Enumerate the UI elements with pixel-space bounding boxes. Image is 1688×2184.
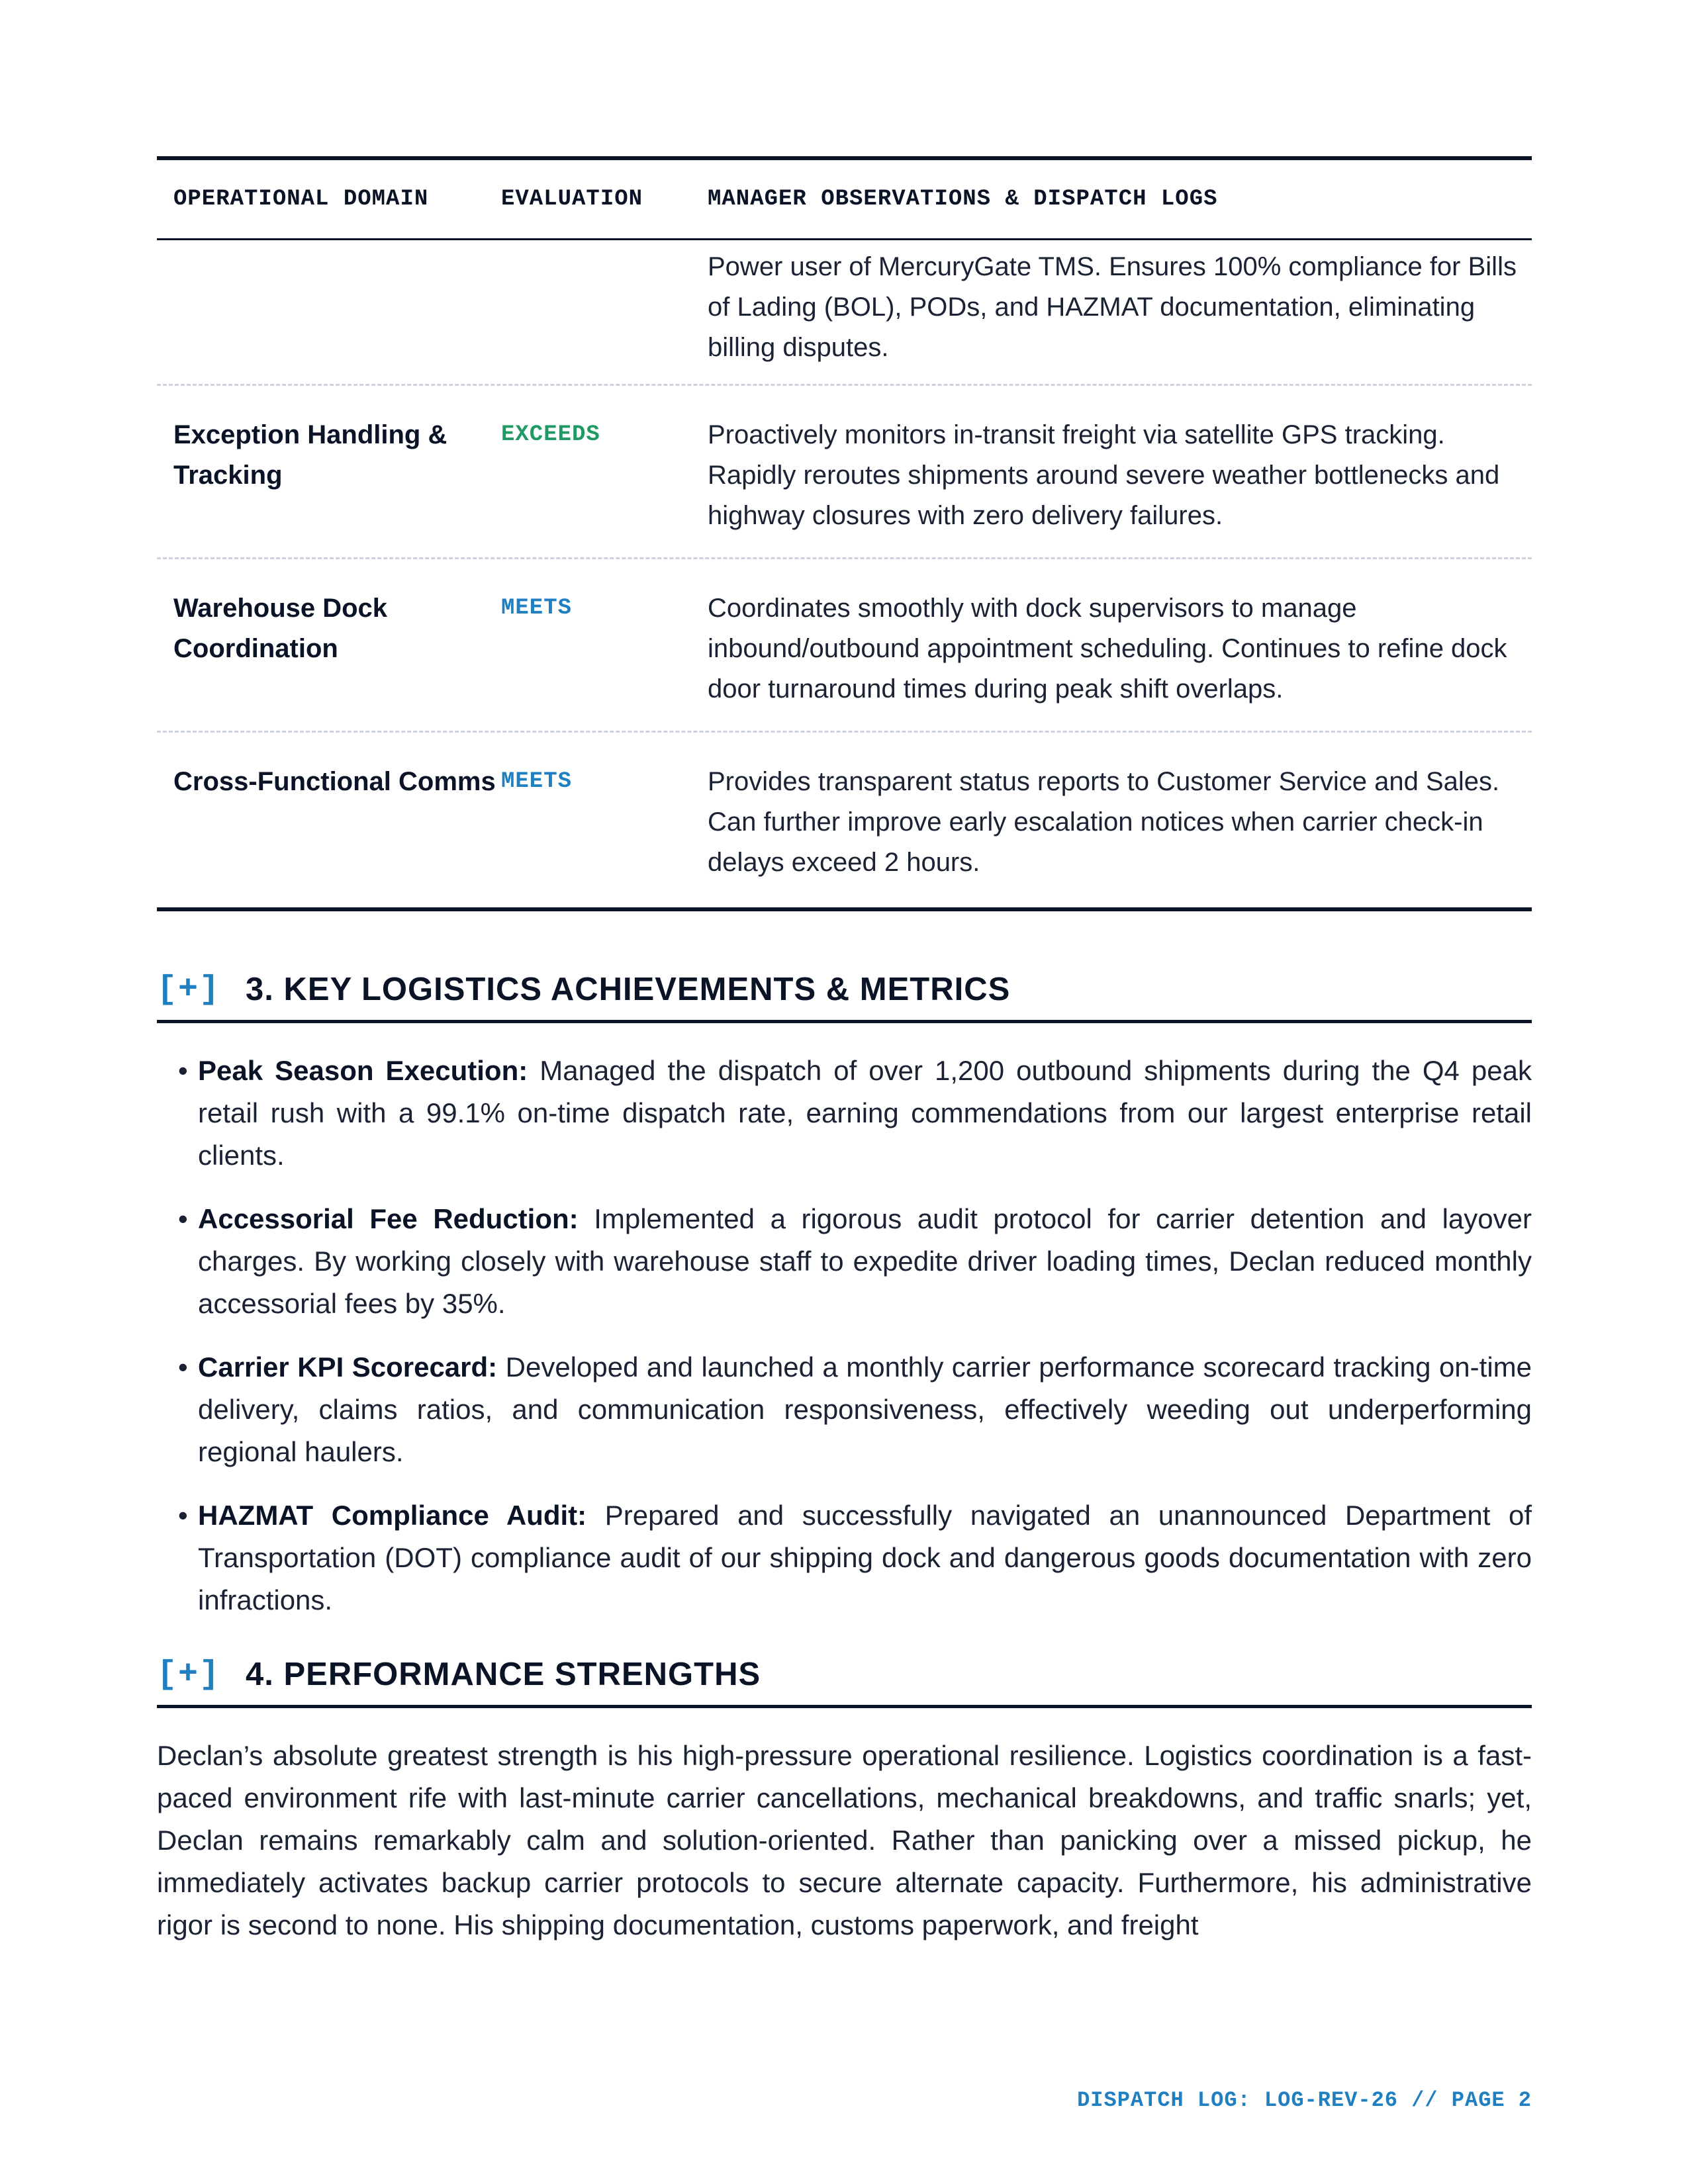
item-lead: Carrier KPI Scorecard: <box>198 1351 498 1383</box>
table-header <box>157 160 1532 240</box>
evaluation-table <box>157 156 1532 911</box>
document-page <box>157 156 1532 1946</box>
header-operational-domain: OPERATIONAL DOMAIN <box>173 187 429 212</box>
row-domain: Cross-Functional Comms <box>173 767 496 796</box>
list-item <box>157 1050 1532 1177</box>
item-text: Prepared and successfully navigated an unannounced Department of Transportation (DOT) compliance audit of our shipping dock and dangerous goods documentation with zero infractions. <box>198 1500 1532 1615</box>
item-lead: Peak Season Execution: <box>198 1055 528 1086</box>
bullet-icon: • <box>178 1203 188 1234</box>
expand-marker[interactable]: [+] <box>157 970 221 1009</box>
bullet-icon: • <box>178 1351 188 1383</box>
page-footer: DISPATCH LOG: LOG-REV-26 // PAGE 2 <box>1077 2088 1532 2113</box>
list-item <box>157 1346 1532 1473</box>
row-observation: Provides transparent status reports to Customer Service and Sales. Can further improve early escalation notices when carrier check-in delays exceed 2 hours. <box>708 767 1500 877</box>
item-lead: Accessorial Fee Reduction: <box>198 1203 579 1234</box>
row-observation: Power user of MercuryGate TMS. Ensures 100% compliance for Bills of Lading (BOL), PODs, and HAZMAT documentation, eliminating billing disputes. <box>708 252 1517 362</box>
item-text: Managed the dispatch of over 1,200 outbound shipments during the Q4 peak retail rush with a 99.1% on-time dispatch rate, earning commendations from our largest enterprise retail clients. <box>198 1055 1532 1171</box>
bullet-icon: • <box>178 1500 188 1531</box>
item-text: Implemented a rigorous audit protocol for carrier detention and layover charges. By working closely with warehouse staff to expedite driver loading times, Declan reduced monthly accessorial fees by 35%. <box>198 1203 1532 1319</box>
row-domain: Warehouse Dock Coordination <box>173 594 388 663</box>
item-lead: HAZMAT Compliance Audit: <box>198 1500 587 1531</box>
row-domain: Exception Handling & Tracking <box>173 420 447 490</box>
achievements-list <box>157 1050 1532 1621</box>
list-item <box>157 1494 1532 1621</box>
section-4-heading <box>157 1644 1532 1708</box>
header-observations: MANAGER OBSERVATIONS & DISPATCH LOGS <box>708 187 1218 212</box>
expand-marker[interactable]: [+] <box>157 1655 221 1694</box>
strengths-paragraph: Declan’s absolute greatest strength is his high-pressure operational resilience. Logistics coordination is a fast-paced environment rife with last-minute carrier cancellations, mechanical breakdowns, and traffic snarls; yet, Declan remains remarkably calm and solution-oriented. Rather than panicking over a missed pickup, he immediately activates backup carrier protocols to secure alternate capacity. Furthermore, his administrative rigor is second to none. His shipping documentation, customs paperwork, and freight <box>157 1740 1532 1940</box>
row-observation: Coordinates smoothly with dock supervisors to manage inbound/outbound appointment scheduling. Continues to refine dock door turnaround times during peak shift overlaps. <box>708 594 1507 704</box>
section-3-heading <box>157 959 1532 1023</box>
table-row <box>157 733 1532 907</box>
section-title: 3. KEY LOGISTICS ACHIEVEMENTS & METRICS <box>246 972 1011 1007</box>
row-observation: Proactively monitors in-transit freight via satellite GPS tracking. Rapidly reroutes shipments around severe weather bottlenecks and highway closures with zero delivery failures. <box>708 420 1500 530</box>
table-row <box>157 240 1532 386</box>
evaluation-badge-exceeds: EXCEEDS <box>501 422 600 447</box>
table-row <box>157 386 1532 559</box>
section-title: 4. PERFORMANCE STRENGTHS <box>246 1657 761 1692</box>
evaluation-badge-meets: MEETS <box>501 769 573 794</box>
list-item <box>157 1198 1532 1325</box>
evaluation-badge-meets: MEETS <box>501 596 573 621</box>
bullet-icon: • <box>178 1055 188 1086</box>
item-text: Developed and launched a monthly carrier performance scorecard tracking on-time delivery, claims ratios, and communication responsiveness, effectively weeding out underperforming regional haulers. <box>198 1351 1532 1467</box>
table-row <box>157 559 1532 733</box>
header-evaluation: EVALUATION <box>501 187 643 212</box>
